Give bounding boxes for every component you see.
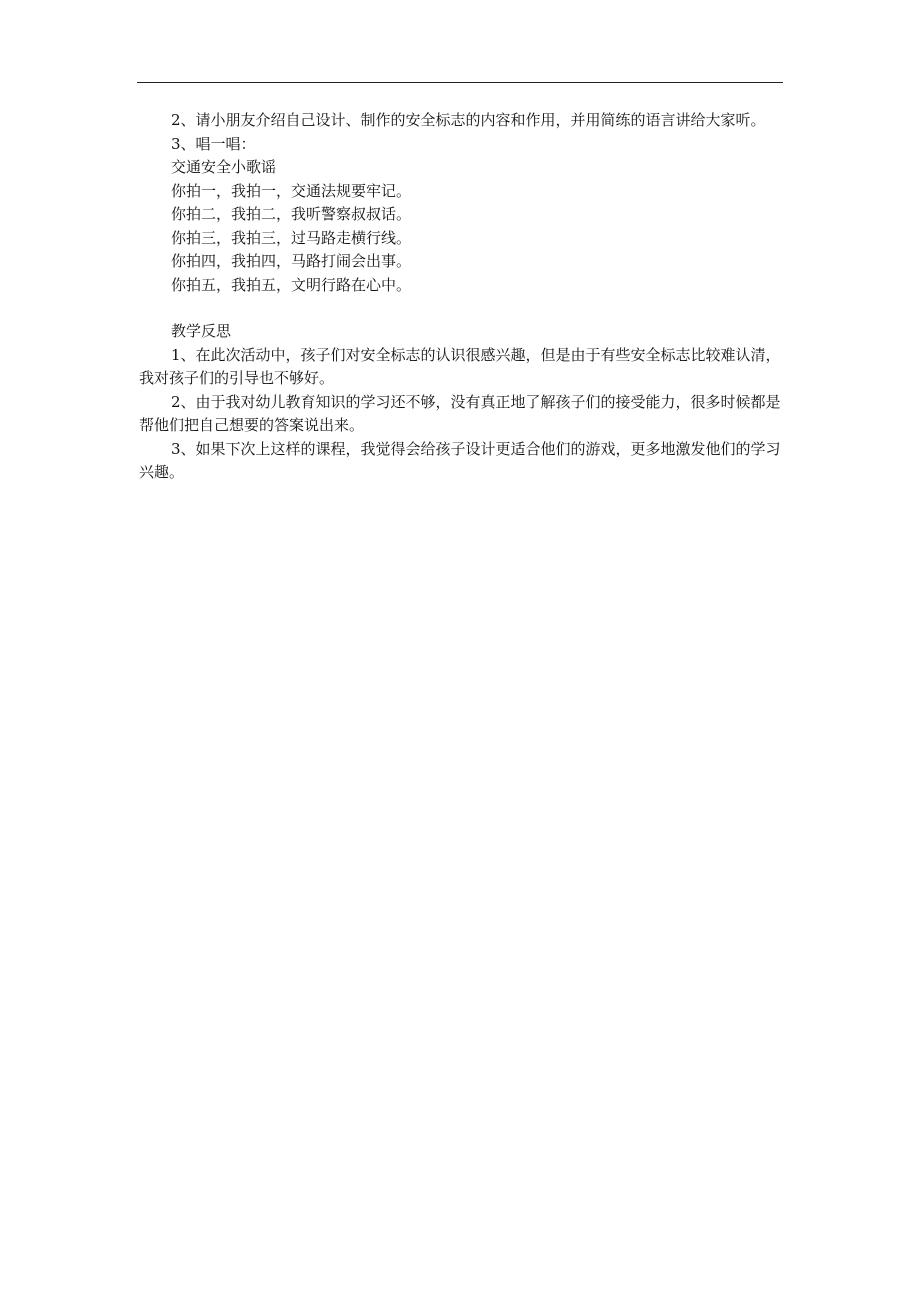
song-line: 你拍二，我拍二，我听警察叔叔话。 bbox=[171, 205, 412, 223]
reflection-item-1: 1、在此次活动中，孩子们对安全标志的认识很感兴趣，但是由于有些安全标志比较难认清，我对孩子们的引导也不够好。 bbox=[139, 345, 781, 387]
document-body bbox=[139, 109, 785, 485]
reflection-item-2: 2、由于我对幼儿教育知识的学习还不够，没有真正地了解孩子们的接受能力，很多时候都是帮他们把自己想要的答案说出来。 bbox=[139, 392, 781, 434]
activity-item-3: 3、唱一唱： bbox=[171, 134, 256, 153]
song-line: 你拍一，我拍一，交通法规要牢记。 bbox=[171, 181, 412, 200]
paragraph-spacer bbox=[139, 297, 785, 320]
song-title: 交通安全小歌谣 bbox=[171, 158, 277, 176]
song-line: 你拍五，我拍五，文明行路在心中。 bbox=[171, 275, 412, 294]
header-rule bbox=[137, 82, 783, 83]
activity-item-2: 2、请小朋友介绍自己设计、制作的安全标志的内容和作用，并用简练的语言讲给大家听。 bbox=[171, 111, 766, 129]
reflection-item-3: 3、如果下次上这样的课程，我觉得会给孩子设计更适合他们的游戏，更多地激发他们的学习兴趣。 bbox=[139, 439, 781, 481]
reflection-title: 教学反思 bbox=[171, 322, 232, 340]
song-line: 你拍三，我拍三，过马路走横行线。 bbox=[171, 228, 412, 247]
song-line: 你拍四，我拍四，马路打闹会出事。 bbox=[171, 252, 412, 270]
